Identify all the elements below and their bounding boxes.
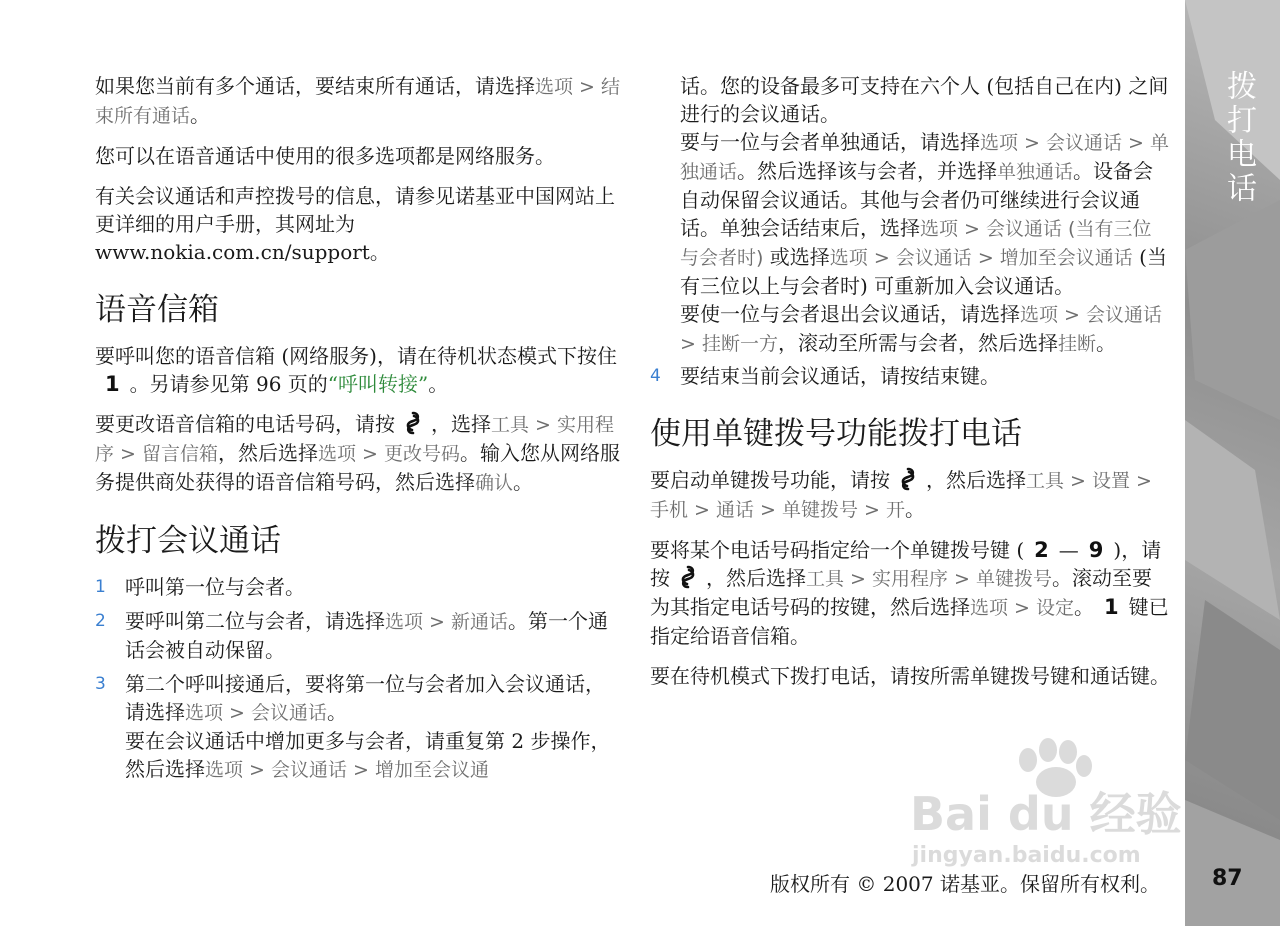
text: ，滚动至所需与会者，然后选择 [777,331,1058,355]
key-1-icon: 1 [105,372,120,396]
text: 要呼叫您的语音信箱 (网络服务)，请在待机状态模式下按住 [95,344,617,368]
heading-voicemail: 语音信箱 [95,292,219,328]
copyright-notice: 版权所有 © 2007 诺基亚。保留所有权利。 [770,872,1160,896]
text: 要启动单键拨号功能，请按 [650,468,890,492]
step-item [95,607,620,664]
key-1-icon: 1 [1104,595,1119,619]
paragraph-change-voicemail [95,410,620,497]
text: 。另请参见第 96 页的 [129,372,328,396]
baidu-watermark [910,730,1200,870]
key-9-icon: 9 [1088,538,1104,562]
step-number: 1 [95,577,106,597]
step-text [125,727,620,784]
text: — [1058,538,1079,562]
menu-path: 选项 > 会议通话 > 增加至会议通 [205,759,489,781]
paragraph-assign-speed-dial [650,536,1170,650]
text: 。设备会自动保留会议通话。其他与会者仍可继续进行会议通话。单独会话结束后，选择 [680,159,1154,240]
menu-path: 工具 > 设置 > 手机 > 通话 > 单键拨号 > 开 [650,470,1152,521]
paragraph-network-services: 您可以在语音通话中使用的很多选项都是网络服务。 [95,144,555,168]
menu-path: 选项 > 会议通话 > 增加至会议通话 [829,247,1133,269]
step-text [125,670,620,727]
menu-key-icon [898,467,918,491]
text: 。第一个通话会被自动保留。 [125,609,608,662]
paragraph-drop-participant [680,300,1170,358]
menu-path: 选项 > 更改号码 [318,443,460,465]
step-item [95,670,620,784]
text: (当有三位以上与会者时) 可重新加入会议通话。 [680,245,1167,298]
step-item [95,573,620,601]
text: 第二个呼叫接通后，要将第一位与会者加入会议通话，请选择 [125,672,605,724]
text: 。 [513,470,534,494]
menu-path: 选项 > 设定 [970,597,1074,619]
text: 。然后选择该与会者，并选择 [737,159,998,183]
page-number: 87 [1212,866,1243,891]
key-2-icon: 2 [1034,538,1049,562]
text: 要使一位与会者退出会议通话，请选择 [680,302,1020,326]
menu-path: 工具 > 实用程序 > 单键拨号 [806,568,1052,590]
paragraph-enable-speed-dial [650,466,1170,524]
step-3-continuation [680,72,1170,358]
heading-speed-dial: 使用单键拨号功能拨打电话 [650,416,1022,452]
text: )，请按 [650,538,1162,590]
text: 。 [1095,331,1116,355]
menu-path: 确认 [475,472,514,494]
paragraph-make-speed-call: 要在待机模式下拨打电话，请按所需单键拨号键和通话键。 [650,664,1170,688]
paragraph-call-voicemail [95,342,620,398]
text: ，选择 [431,412,491,436]
paragraph-private-call [680,128,1170,300]
menu-key-icon [403,411,423,435]
text: ，然后选择 [218,441,318,465]
menu-path: 选项 > 会议通话 > 单独通话 [680,132,1169,183]
text: 要结束当前会议通话，请按结束键。 [680,364,1000,388]
menu-path: 单独通话 [997,161,1074,183]
menu-path: 选项 > 结束所有通话 [95,76,620,127]
text: ，然后选择 [706,566,806,590]
watermark-logo-text: Bai du 经验 [910,787,1182,841]
paragraph-conference-limit [680,72,1170,128]
right-column [650,72,1170,702]
step-item [650,362,1170,390]
text: 。 [327,700,347,724]
step-number: 3 [95,674,106,694]
conference-steps-continued [650,362,1170,390]
text: 。 [190,103,211,127]
text: 。 [428,372,449,396]
text: 要更改语音信箱的电话号码，请按 [95,412,395,436]
menu-path: 选项 > 会议通话 (当有三位与会者时) [680,218,1152,269]
text: 呼叫第一位与会者。 [125,575,305,599]
step-number: 4 [650,366,661,386]
menu-path: 选项 > 会议通话 [185,702,327,724]
menu-key-icon [678,565,698,589]
paragraph-more-info: 有关会议通话和声控拨号的信息，请参见诺基亚中国网站上更详细的用户手册，其网址为 www.nokia.com.cn/support。 [95,184,615,264]
conference-steps [95,573,620,784]
text: 键已指定给语音信箱。 [650,595,1169,648]
text: 如果您当前有多个通话，要结束所有通话，请选择 [95,74,535,98]
call-forwarding-link[interactable]: “呼叫转接” [327,372,429,396]
text: 要与一位与会者单独通话，请选择 [680,130,980,154]
step-number: 2 [95,611,106,631]
paragraph-end-all-calls [95,72,620,130]
text: 要在会议通话中增加更多与会者，请重复第 2 步操作，然后选择 [125,729,611,781]
menu-path: 工具 > 实用程序 > 留言信箱 [95,414,614,465]
text: 。 [905,497,925,521]
text: 。 [1074,595,1094,619]
text: 。滚动至要为其指定电话号码的按键，然后选择 [650,566,1152,619]
text: 要呼叫第二位与会者，请选择 [125,609,385,633]
chapter-title: 拨打电话 [1221,70,1256,206]
heading-conference-call: 拨打会议通话 [95,523,281,559]
text: ，然后选择 [926,468,1026,492]
watermark-url-text: jingyan.baidu.com [912,843,1141,868]
menu-path: 挂断 [1057,333,1096,355]
menu-path: 选项 > 新通话 [385,611,508,633]
left-column [95,72,620,790]
menu-path: 选项 > 会议通话 > 挂断一方 [680,304,1162,355]
text: 要将某个电话号码指定给一个单键拨号键 ( [650,538,1025,562]
text: 话。您的设备最多可支持在六个人 (包括自己在内) 之间进行的会议通话。 [680,74,1169,126]
text: 或选择 [763,245,830,269]
text: 。输入您从网络服务提供商处获得的语音信箱号码，然后选择 [95,441,620,494]
